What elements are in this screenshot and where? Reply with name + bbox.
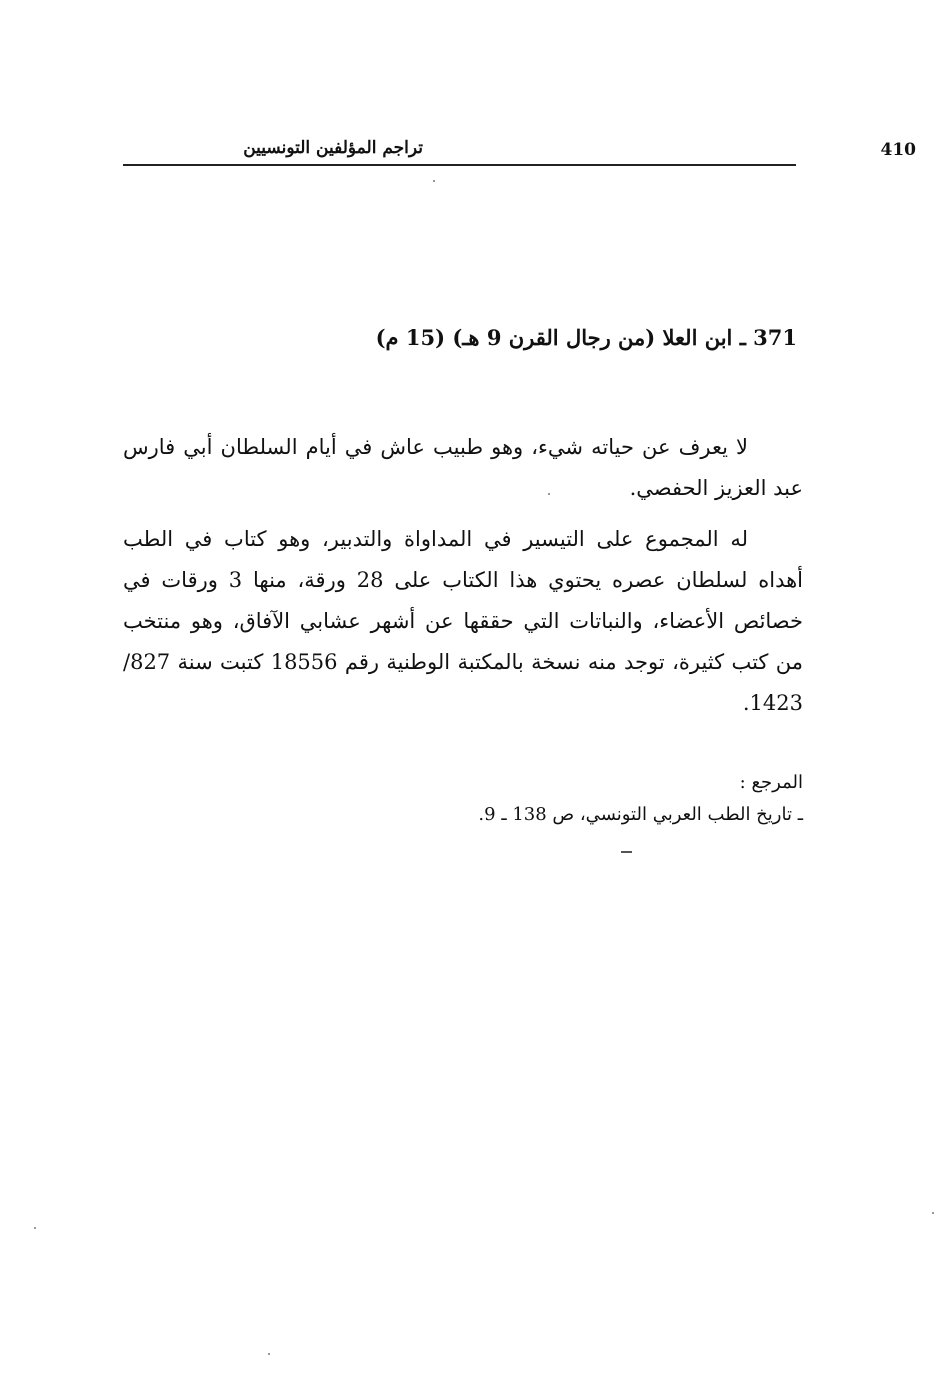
running-title: تراجم المؤلفين التونسيين	[243, 138, 423, 158]
scan-speck	[268, 1353, 270, 1355]
page-number: 410	[880, 140, 916, 160]
entry-heading: 371 ـ ابن العلا (من رجال القرن 9 هـ) (15 م)	[375, 325, 797, 350]
references-label: المرجع :	[739, 772, 803, 793]
scan-dash-mark	[621, 851, 632, 853]
scan-speck	[433, 180, 435, 182]
works-paragraph: له المجموع على التيسير في المداواة والتدبير، وهو كتاب في الطب أهداه لسلطان عصره يحتوي هذا الكتاب على 28 ورقة، منها 3 ورقات في خصائص الأعضاء، والنباتات التي حققها عن أشهر عشابي الآفاق، وهو منتخب من كتب كثيرة، توجد منه نسخة بالمكتبة الوطنية رقم 18556 كتبت سنة 827/ 1423.	[123, 527, 804, 715]
scan-speck	[34, 1227, 36, 1229]
reference-item: ـ تاريخ الطب العربي التونسي، ص 138 ـ 9.	[478, 804, 803, 825]
scan-speck	[548, 493, 550, 495]
biography-paragraph: لا يعرف عن حياته شيء، وهو طبيب عاش في أيام السلطان أبي فارس عبد العزيز الحفصي.	[123, 435, 803, 500]
references-section	[400, 767, 803, 831]
scan-speck	[932, 1212, 934, 1214]
page-header	[123, 128, 916, 166]
